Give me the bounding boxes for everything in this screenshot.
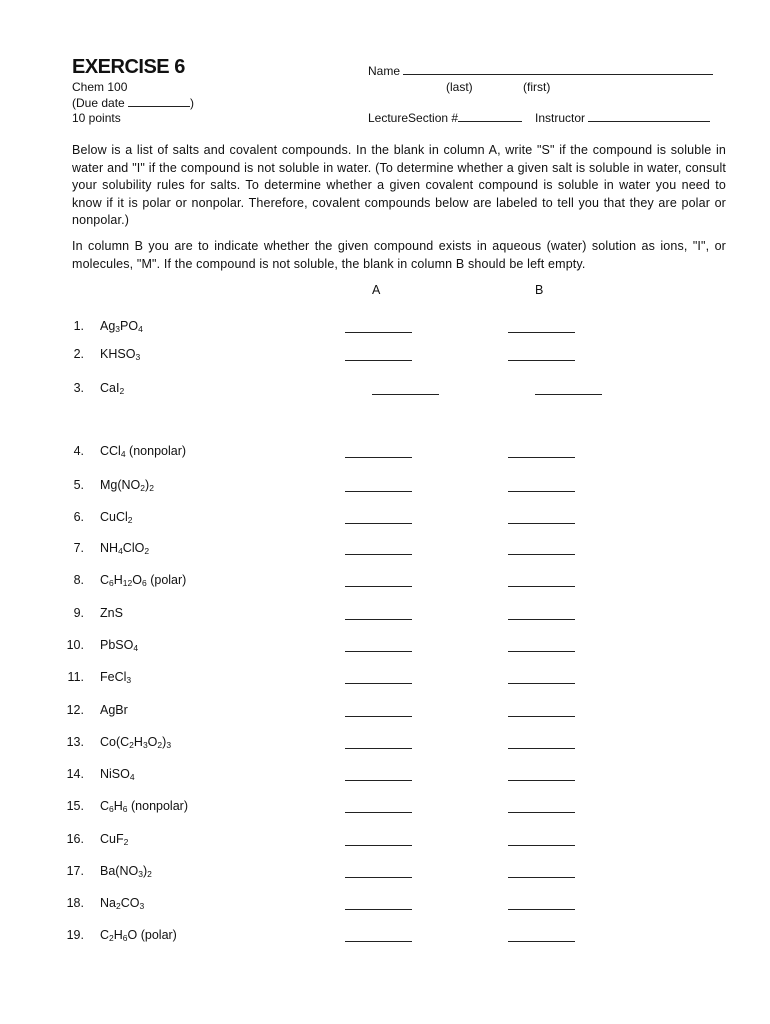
compound-formula: $C_2H_6O$ (polar) [100, 928, 177, 943]
due-date-field[interactable] [128, 106, 190, 107]
column-b-blank[interactable] [508, 457, 575, 458]
column-b-blank[interactable] [508, 651, 575, 652]
due-date-text: (Due date [72, 96, 125, 110]
item-number: 3. [73, 381, 84, 395]
column-a-blank[interactable] [345, 877, 412, 878]
compound-formula: $Mg(NO_2)_2$ [100, 478, 154, 493]
item-number: 8. [73, 573, 84, 587]
column-a-blank[interactable] [345, 845, 412, 846]
item-number: 14. [66, 767, 84, 781]
column-b-blank[interactable] [508, 491, 575, 492]
compound-formula: NiSO$_4$ [100, 767, 135, 782]
compound-formula: $Ag_3PO_4$ [100, 319, 143, 334]
item-number: 15. [66, 799, 84, 813]
column-b-blank[interactable] [508, 619, 575, 620]
item-number: 11. [67, 670, 84, 684]
column-b-blank[interactable] [508, 909, 575, 910]
item-number: 7. [73, 541, 84, 555]
column-b-blank[interactable] [508, 523, 575, 524]
lecture-section-label: LectureSection # [368, 111, 459, 125]
compound-formula: CCl$_4$ (nonpolar) [100, 444, 187, 459]
column-a-blank[interactable] [345, 586, 412, 587]
column-a-blank[interactable] [345, 554, 412, 555]
item-number: 13. [66, 735, 84, 749]
item-number: 17. [66, 864, 84, 878]
item-number: 1. [73, 319, 84, 333]
column-b-blank[interactable] [535, 394, 602, 395]
points-label: 10 points [72, 111, 121, 125]
item-number: 18. [66, 896, 84, 910]
item-number: 16. [66, 832, 84, 846]
column-a-blank[interactable] [345, 941, 412, 942]
item-number: 2. [73, 347, 84, 361]
compound-formula: ZnS [100, 606, 123, 620]
first-name-label: (first) [523, 80, 551, 94]
instructor-label: Instructor [535, 111, 586, 125]
column-a-blank[interactable] [345, 332, 412, 333]
instructor-row [535, 111, 710, 125]
column-a-blank[interactable] [372, 394, 439, 395]
name-row [368, 64, 713, 78]
column-b-blank[interactable] [508, 877, 575, 878]
column-a-blank[interactable] [345, 619, 412, 620]
due-date-label [72, 96, 194, 110]
item-number: 12. [66, 703, 84, 717]
column-a-blank[interactable] [345, 909, 412, 910]
column-a-blank[interactable] [345, 812, 412, 813]
column-b-blank[interactable] [508, 683, 575, 684]
course-label: Chem 100 [72, 80, 128, 94]
compound-formula: FeCl$_3$ [100, 670, 132, 685]
column-a-blank[interactable] [345, 683, 412, 684]
item-number: 19. [66, 928, 84, 942]
item-number: 6. [73, 510, 84, 524]
compound-formula: $C_6H_6$ (nonpolar) [100, 799, 188, 814]
column-b-blank[interactable] [508, 586, 575, 587]
column-a-blank[interactable] [345, 360, 412, 361]
compound-formula: $C_6H_{12}O_6$ (polar) [100, 573, 187, 588]
column-a-blank[interactable] [345, 748, 412, 749]
item-number: 9. [73, 606, 84, 620]
compound-formula: $Co(C_2H_3O_2)_3$ [100, 735, 172, 750]
compound-formula: $KHSO_3$ [100, 347, 141, 362]
column-a-blank[interactable] [345, 523, 412, 524]
column-a-blank[interactable] [345, 491, 412, 492]
column-b-blank[interactable] [508, 716, 575, 717]
compound-formula: PbSO$_4$ [100, 638, 139, 653]
instructor-field[interactable] [588, 121, 710, 122]
due-date-close: ) [190, 96, 195, 110]
page-title: EXERCISE 6 [72, 56, 185, 78]
compound-formula: $Ba(NO_3)_2$ [100, 864, 152, 879]
item-number: 4. [73, 444, 84, 458]
column-b-blank[interactable] [508, 332, 575, 333]
compound-formula: $Na_2CO_3$ [100, 896, 145, 911]
column-a-blank[interactable] [345, 716, 412, 717]
lecture-section-row [368, 111, 522, 125]
name-field[interactable] [403, 74, 713, 75]
column-b-blank[interactable] [508, 845, 575, 846]
compound-formula: $NH_4ClO_2$ [100, 541, 150, 556]
instructions-paragraph-2: In column B you are to indicate whether the given compound exists in aqueous (water) solution as ions, "I", or molecules, "M". If the compound is not soluble, the blank in column B should be left empty. [72, 239, 726, 271]
compound-formula: CuF$_2$ [100, 832, 129, 847]
column-a-heading: A [372, 283, 381, 297]
column-b-blank[interactable] [508, 554, 575, 555]
compound-formula: AgBr [100, 703, 128, 717]
column-b-blank[interactable] [508, 748, 575, 749]
compound-formula: CuCl$_2$ [100, 510, 133, 525]
column-b-blank[interactable] [508, 812, 575, 813]
column-b-blank[interactable] [508, 360, 575, 361]
column-a-blank[interactable] [345, 457, 412, 458]
column-b-heading: B [535, 283, 544, 297]
name-label: Name [368, 64, 401, 78]
last-name-label: (last) [446, 80, 473, 94]
column-a-blank[interactable] [345, 651, 412, 652]
item-number: 10. [66, 638, 84, 652]
compound-formula: CaI$_2$ [100, 381, 125, 396]
item-number: 5. [73, 478, 84, 492]
instructions-paragraph-1: Below is a list of salts and covalent compounds. In the blank in column A, write "S" if the compound is soluble in water and "I" if the compound is not soluble in water. (To determine whether a given salt is soluble in water, consult your solubility rules for salts. To determine whether a given covalent compound is soluble in water you need to know if it is polar or nonpolar. Therefore, covalent compounds below are labeled to tell you that they are polar or nonpolar.) [72, 143, 726, 227]
column-a-blank[interactable] [345, 780, 412, 781]
column-b-blank[interactable] [508, 941, 575, 942]
lecture-section-field[interactable] [458, 121, 522, 122]
column-b-blank[interactable] [508, 780, 575, 781]
